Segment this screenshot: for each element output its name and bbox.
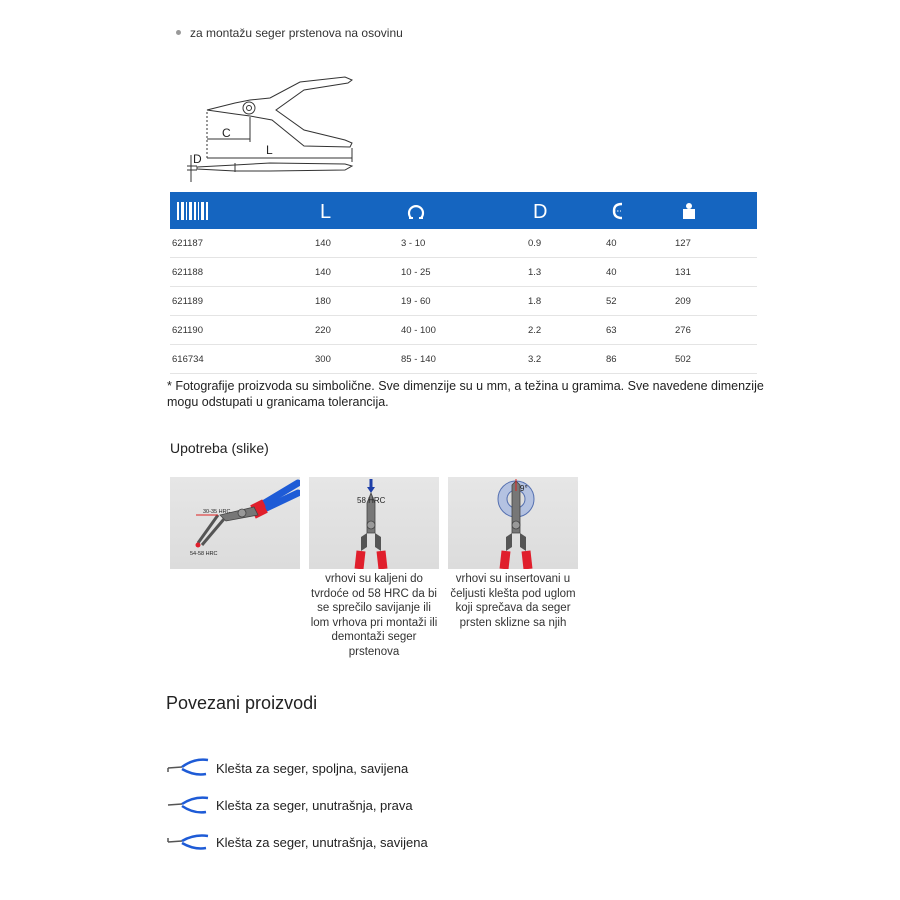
col-header-clearance [604, 192, 673, 229]
col-header-length [313, 192, 399, 229]
usage-image-2[interactable] [309, 477, 439, 569]
spec-table [170, 192, 757, 374]
cell-length: 140 [313, 229, 399, 258]
clearance-icon [611, 201, 627, 221]
table-header-row [170, 192, 757, 229]
usage-image-1[interactable] [170, 477, 300, 569]
disclaimer-note: * Fotografije proizvoda su simbolične. Sve dimenzije su u mm, a težina u gramima. Sve navedene dimenzije mogu odstupati u granicama tolerancija. [167, 379, 764, 409]
usage-card-2 [309, 477, 439, 659]
related-products-title: Povezani proizvodi [166, 693, 318, 713]
related-product-2[interactable] [166, 793, 413, 817]
table-row [170, 345, 757, 374]
cell-length: 180 [313, 287, 399, 316]
cell-weight: 127 [673, 229, 757, 258]
cell-code: 621189 [170, 287, 313, 316]
drawing-label-c: C [222, 126, 231, 140]
cell-diameter: 1.8 [526, 287, 604, 316]
col-header-diameter [526, 192, 604, 229]
feature-text: za montažu seger prstenova na osovinu [190, 26, 403, 40]
table-row [170, 316, 757, 345]
col-header-weight [673, 192, 757, 229]
cell-code: 621187 [170, 229, 313, 258]
cell-range: 10 - 25 [399, 258, 526, 287]
cell-clearance: 40 [604, 229, 673, 258]
pliers-thumbnail-icon [166, 756, 210, 780]
length-icon [320, 201, 338, 221]
cell-range: 85 - 140 [399, 345, 526, 374]
cell-weight: 131 [673, 258, 757, 287]
cell-weight: 209 [673, 287, 757, 316]
pliers-thumbnail-icon [166, 793, 210, 817]
col-header-code [170, 192, 313, 229]
related-product-3[interactable] [166, 830, 428, 854]
col-header-ring-range [399, 192, 526, 229]
cell-length: 220 [313, 316, 399, 345]
feature-bullet [176, 26, 403, 40]
usage-caption-3: vrhovi su insertovani u čeljusti klešta pod uglom koji sprečava da seger prsten sklizne sa njih [450, 573, 576, 629]
usage-card-1 [170, 477, 300, 569]
usage-title: Upotreba (slike) [170, 440, 269, 456]
related-product-1[interactable] [166, 756, 408, 780]
cell-diameter: 3.2 [526, 345, 604, 374]
usage-caption-2: vrhovi su kaljeni do tvrdoće od 58 HRC da bi se sprečilo savijanje ili lom vrhova pri montaži ili demontaži seger prstenova [310, 573, 438, 658]
cell-clearance: 86 [604, 345, 673, 374]
related-product-label[interactable]: Klešta za seger, unutrašnja, savijena [216, 834, 428, 850]
cell-clearance: 63 [604, 316, 673, 345]
cell-weight: 276 [673, 316, 757, 345]
barcode-icon [177, 202, 209, 220]
cell-diameter: 1.3 [526, 258, 604, 287]
weight-icon [680, 201, 698, 221]
cell-range: 40 - 100 [399, 316, 526, 345]
related-product-label[interactable]: Klešta za seger, unutrašnja, prava [216, 797, 413, 813]
pliers-thumbnail-icon [166, 830, 210, 854]
pliers-illustration-3 [448, 477, 578, 569]
table-body [170, 229, 757, 374]
hrc-label-tip: 54-58 HRC [190, 551, 218, 557]
cell-code: 621190 [170, 316, 313, 345]
technical-drawing [180, 70, 365, 185]
cell-clearance: 40 [604, 258, 673, 287]
table-row [170, 287, 757, 316]
cell-diameter: 2.2 [526, 316, 604, 345]
angle-label: 9° [520, 484, 528, 493]
hrc-label-handle: 30-35 HRC [203, 509, 231, 515]
table-row [170, 229, 757, 258]
pliers-illustration-1 [170, 477, 300, 569]
diameter-letter: D [533, 200, 548, 221]
usage-image-3[interactable] [448, 477, 578, 569]
drawing-label-l: L [266, 143, 273, 157]
cell-diameter: 0.9 [526, 229, 604, 258]
pliers-illustration-2 [309, 477, 439, 569]
diameter-icon [533, 201, 551, 221]
cell-weight: 502 [673, 345, 757, 374]
bullet-dot [176, 30, 181, 35]
cell-range: 19 - 60 [399, 287, 526, 316]
cell-length: 300 [313, 345, 399, 374]
ring-icon [406, 201, 426, 221]
cell-clearance: 52 [604, 287, 673, 316]
cell-range: 3 - 10 [399, 229, 526, 258]
length-letter: L [320, 200, 332, 221]
usage-card-3 [448, 477, 578, 630]
cell-code: 621188 [170, 258, 313, 287]
table-row [170, 258, 757, 287]
drawing-label-d: D [193, 152, 202, 166]
cell-length: 140 [313, 258, 399, 287]
cell-code: 616734 [170, 345, 313, 374]
hrc-label: 58 HRC [357, 496, 386, 505]
related-product-label[interactable]: Klešta za seger, spoljna, savijena [216, 760, 409, 776]
